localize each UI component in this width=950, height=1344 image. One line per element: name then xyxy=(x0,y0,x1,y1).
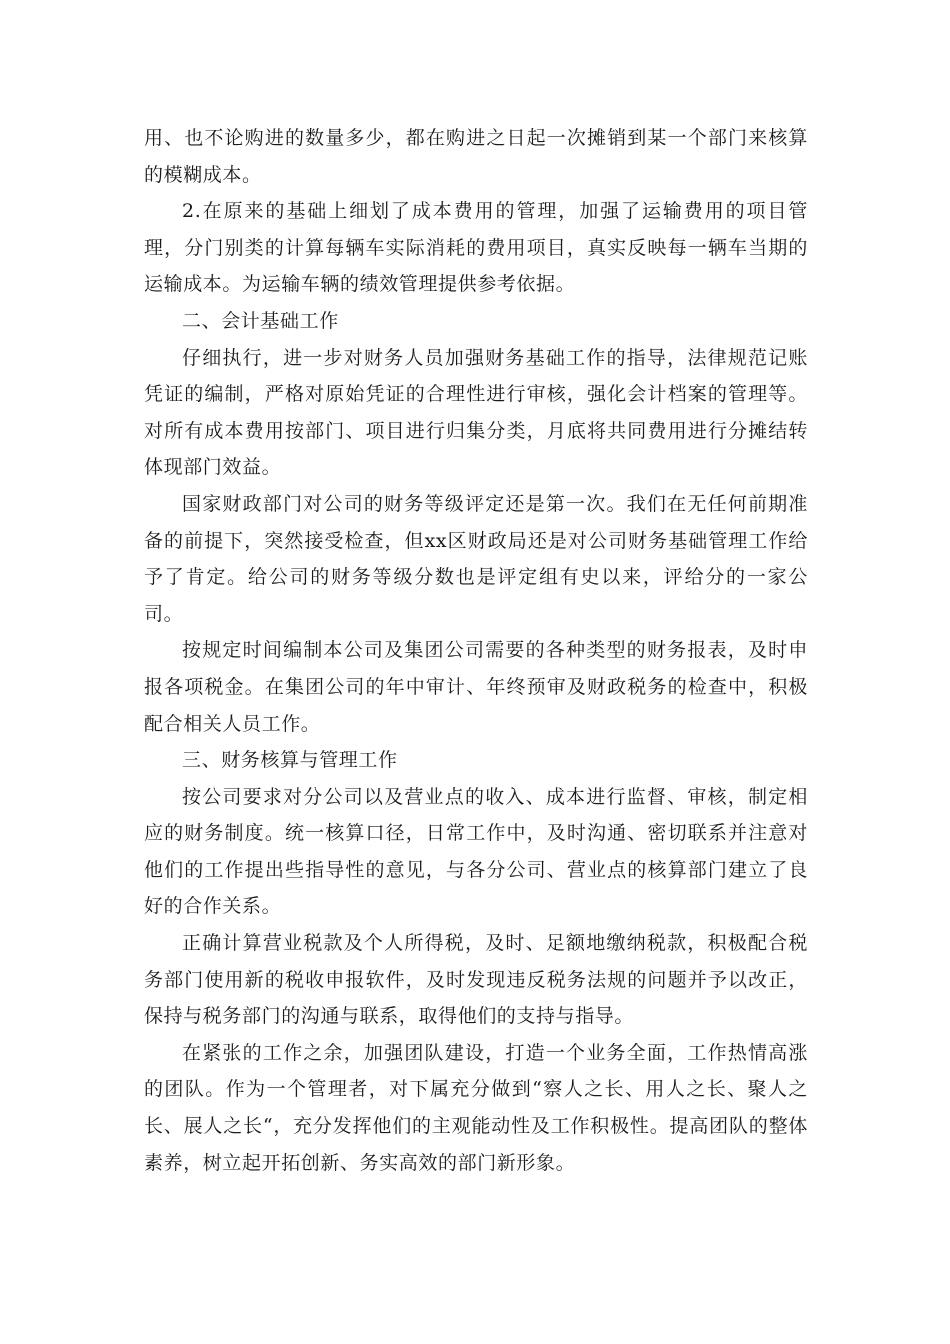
document-body xyxy=(144,120,808,1181)
paragraph-continuation: 用、也不论购进的数量多少，都在购进之日起一次摊销到某一个部门来核算的模糊成本。 xyxy=(144,127,808,186)
paragraph-accounting-execution: 仔细执行，进一步对财务人员加强财务基础工作的指导，法律规范记账凭证的编制，严格对原始凭证的合理性进行审核，强化会计档案的管理等。对所有成本费用按部门、项目进行归集分类，月底将共同费用进行分摊结转体现部门效益。 xyxy=(144,346,808,479)
paragraph-branch-supervision: 按公司要求对分公司以及营业点的收入、成本进行监督、审核，制定相应的财务制度。统一核算口径，日常工作中，及时沟通、密切联系并注意对他们的工作提出些指导性的意见，与各分公司、营业点的核算部门建立了良好的合作关系。 xyxy=(144,785,808,918)
paragraph-financial-rating: 国家财政部门对公司的财务等级评定还是第一次。我们在无任何前期准备的前提下，突然接受检查，但xx区财政局还是对公司财务基础管理工作给予了肯定。给公司的财务等级分数也是评定组有史以来，评给分的一家公司。 xyxy=(144,492,808,625)
paragraph-team-building: 在紧张的工作之余，加强团队建设，打造一个业务全面，工作热情高涨的团队。作为一个管理者，对下属充分做到“察人之长、用人之长、聚人之长、展人之长“，充分发挥他们的主观能动性及工作积极性。提高团队的整体素养，树立起开拓创新、务实高效的部门新形象。 xyxy=(144,1041,808,1174)
paragraph-financial-reports: 按规定时间编制本公司及集团公司需要的各种类型的财务报表，及时申报各项税金。在集团公司的年中审计、年终预审及财政税务的检查中，积极配合相关人员工作。 xyxy=(144,639,808,735)
section-heading-financial-accounting: 三、财务核算与管理工作 xyxy=(182,749,398,772)
section-heading-accounting-basics: 二、会计基础工作 xyxy=(182,309,339,332)
paragraph-cost-management: 2.在原来的基础上细划了成本费用的管理，加强了运输费用的项目管理，分门别类的计算每辆车实际消耗的费用项目，真实反映每一辆车当期的运输成本。为运输车辆的绩效管理提供参考依据。 xyxy=(144,200,808,296)
paragraph-tax-payment: 正确计算营业税款及个人所得税，及时、足额地缴纳税款，积极配合税务部门使用新的税收申报软件，及时发现违反税务法规的问题并予以改正，保持与税务部门的沟通与联系，取得他们的支持与指导。 xyxy=(144,932,808,1028)
